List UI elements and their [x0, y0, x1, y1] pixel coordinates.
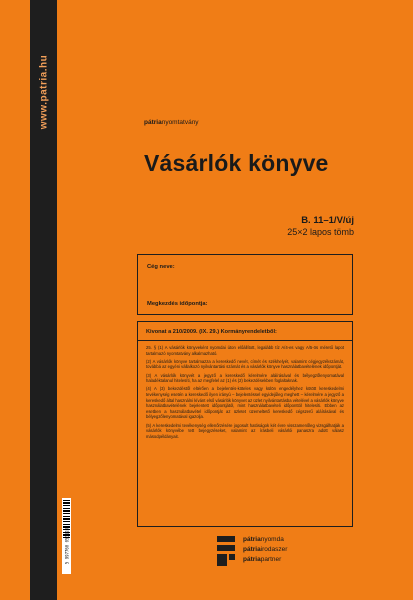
excerpt-paragraph: (5) A kereskedelmi tevékenység ellenőrzésére jogosult hatóságok két évre visszamenőleg vizsgálhatják a vásárlók könyvébe tett bejegyzéseket, valamint az írásbeli vásárlói panaszra adott válasz másodpéldányait.: [146, 422, 344, 439]
info-box: [137, 254, 353, 315]
publisher-names: [243, 535, 287, 565]
barcode-digits: 5 997760 050128: [64, 527, 69, 565]
regulation-excerpt: [137, 321, 353, 527]
excerpt-paragraph: 25. § (1) A vásárlók könyveként nyomdai úton előállított, legalább tíz A/4-es vagy A/5-ös méretű lapot tartalmazó nyomtatvány alkalmazható.: [146, 345, 344, 356]
publisher-line: pátrianyomda: [243, 536, 284, 543]
series-brand: pátria: [144, 119, 162, 126]
excerpt-paragraph: (2) A vásárlók könyve tartalmazza a kereskedő nevét, címét és székhelyét, valamint cégjegyzékszámát, továbbá az egyéni vállalkozó nyilvántartási számát és a vásárlók könyve használatbavételének időpontját.: [146, 358, 344, 370]
series-rest: nyomtatvány: [161, 119, 199, 126]
excerpt-paragraph: (3) A vásárlók könyvét a jegyző a kereskedő kérelmére aláírásával és bélyegzőlenyomatával haladéktalanul hitelesíti, ha az megfelel az (1) és (2) bekezdésekben foglaltaknak.: [146, 372, 344, 384]
start-date-label: Megkezdés időpontja:: [147, 301, 208, 307]
publisher-line: pátriairodaszer: [243, 546, 288, 553]
publisher-line: pátriapartner: [243, 556, 282, 563]
excerpt-body: [146, 345, 344, 442]
barcode: [62, 498, 71, 574]
form-subtitle: 25×2 lapos tömb: [287, 227, 354, 237]
excerpt-paragraph: (4) A (3) bekezdéstől eltérően a bejelentés-köteles vagy külön engedélyhez kötött kereskedelmi tevékenység esetén a kereskedő ilyen irányú – bejelentéssel egyidejűleg meghett – kérelmére a jegyző a kereskedő által használni kívánt első vásárlók könyvet az üzlet nyilvántartásba vételével a vásárlók könyve használatbavételének bejelentett időpontjától, mint használatbavételi időponttól hitelesíti. Ebben az esetben a használatbavétel időpontját az üzletet üzemeltető kereskedő cégszerű aláírásával és bélyegzőlenyomatával igazolja.: [146, 386, 344, 420]
patria-logo-icon: [217, 536, 235, 566]
publisher-logo: [217, 532, 353, 576]
form-code: B. 11–1/V/új: [301, 215, 354, 226]
excerpt-divider: [138, 340, 352, 341]
series-label: [144, 119, 199, 126]
page-title: Vásárlók könyve: [144, 150, 329, 176]
spine-url: www.patria.hu: [38, 54, 49, 130]
excerpt-heading: Kivonat a 210/2009. (IX. 29.) Kormányrendeletből:: [146, 329, 277, 335]
company-name-label: Cég neve:: [147, 264, 175, 270]
